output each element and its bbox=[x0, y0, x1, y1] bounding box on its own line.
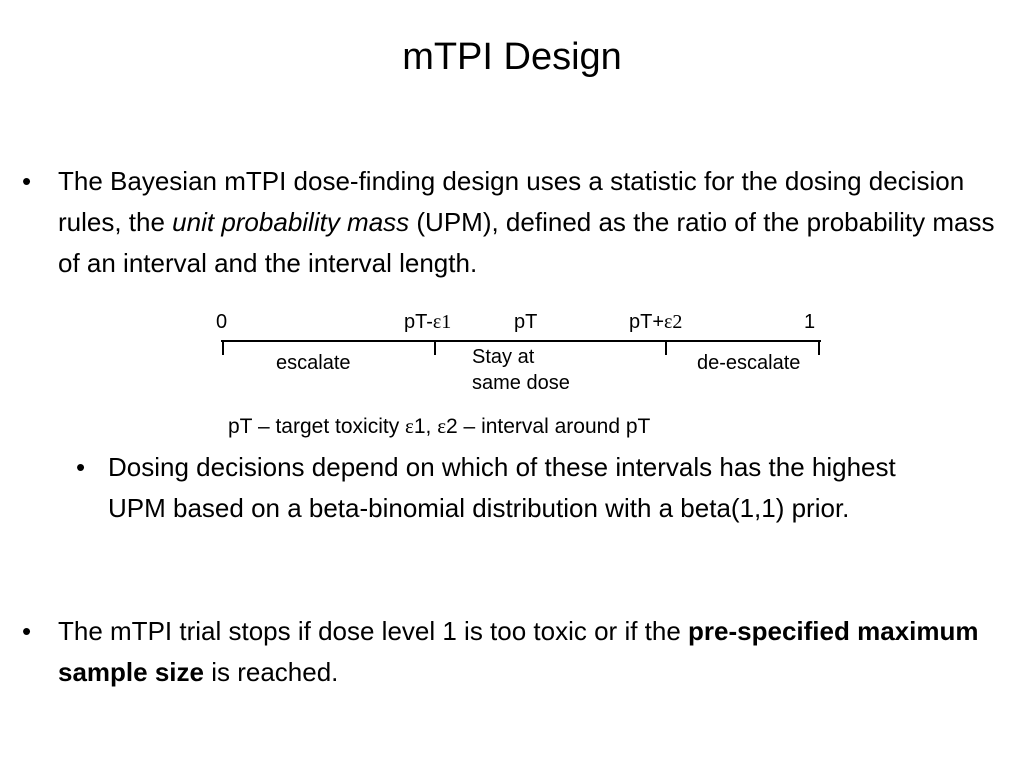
bullet-marker: • bbox=[22, 166, 32, 196]
bullet-dosing-decisions bbox=[76, 447, 956, 529]
bullet-trial-stopping bbox=[22, 611, 1012, 693]
bullet-text: is reached. bbox=[203, 657, 339, 687]
label-pt-plus-epsilon2: pT+ε2 bbox=[629, 311, 683, 333]
diagram-caption: pT – target toxicity ε1, ε2 – interval around pT bbox=[228, 414, 651, 438]
label-pt: pT bbox=[514, 311, 538, 333]
bullet-text: (UPM), defined as the ratio of the probability mass of an interval and the interval length. bbox=[58, 207, 995, 278]
bullet-text: Dosing decisions depend on which of these intervals has the highest UPM based on a beta-binomial distribution with a beta(1,1) prior. bbox=[108, 452, 896, 523]
label-pt-minus-epsilon1: pT-ε1 bbox=[404, 311, 452, 333]
bullet-text: The Bayesian mTPI dose-finding design uses a statistic for the dosing decision rules, the bbox=[58, 166, 965, 237]
bullet-marker: • bbox=[22, 616, 32, 646]
region-stay: Stay at same dose bbox=[472, 346, 570, 394]
region-escalate: escalate bbox=[276, 352, 351, 374]
bullet-italic-term: unit probability mass bbox=[172, 207, 410, 237]
bullet-text: The mTPI trial stops if dose level 1 is too toxic or if the bbox=[58, 616, 689, 646]
bullet-upm-definition bbox=[22, 161, 1012, 284]
slide-title: mTPI Design bbox=[402, 36, 622, 78]
label-zero: 0 bbox=[216, 311, 228, 333]
region-deescalate: de-escalate bbox=[697, 352, 801, 374]
label-one: 1 bbox=[804, 311, 816, 333]
bullet-marker: • bbox=[76, 452, 86, 482]
bullet-bold-term: pre-specified maximum sample size bbox=[58, 616, 979, 687]
